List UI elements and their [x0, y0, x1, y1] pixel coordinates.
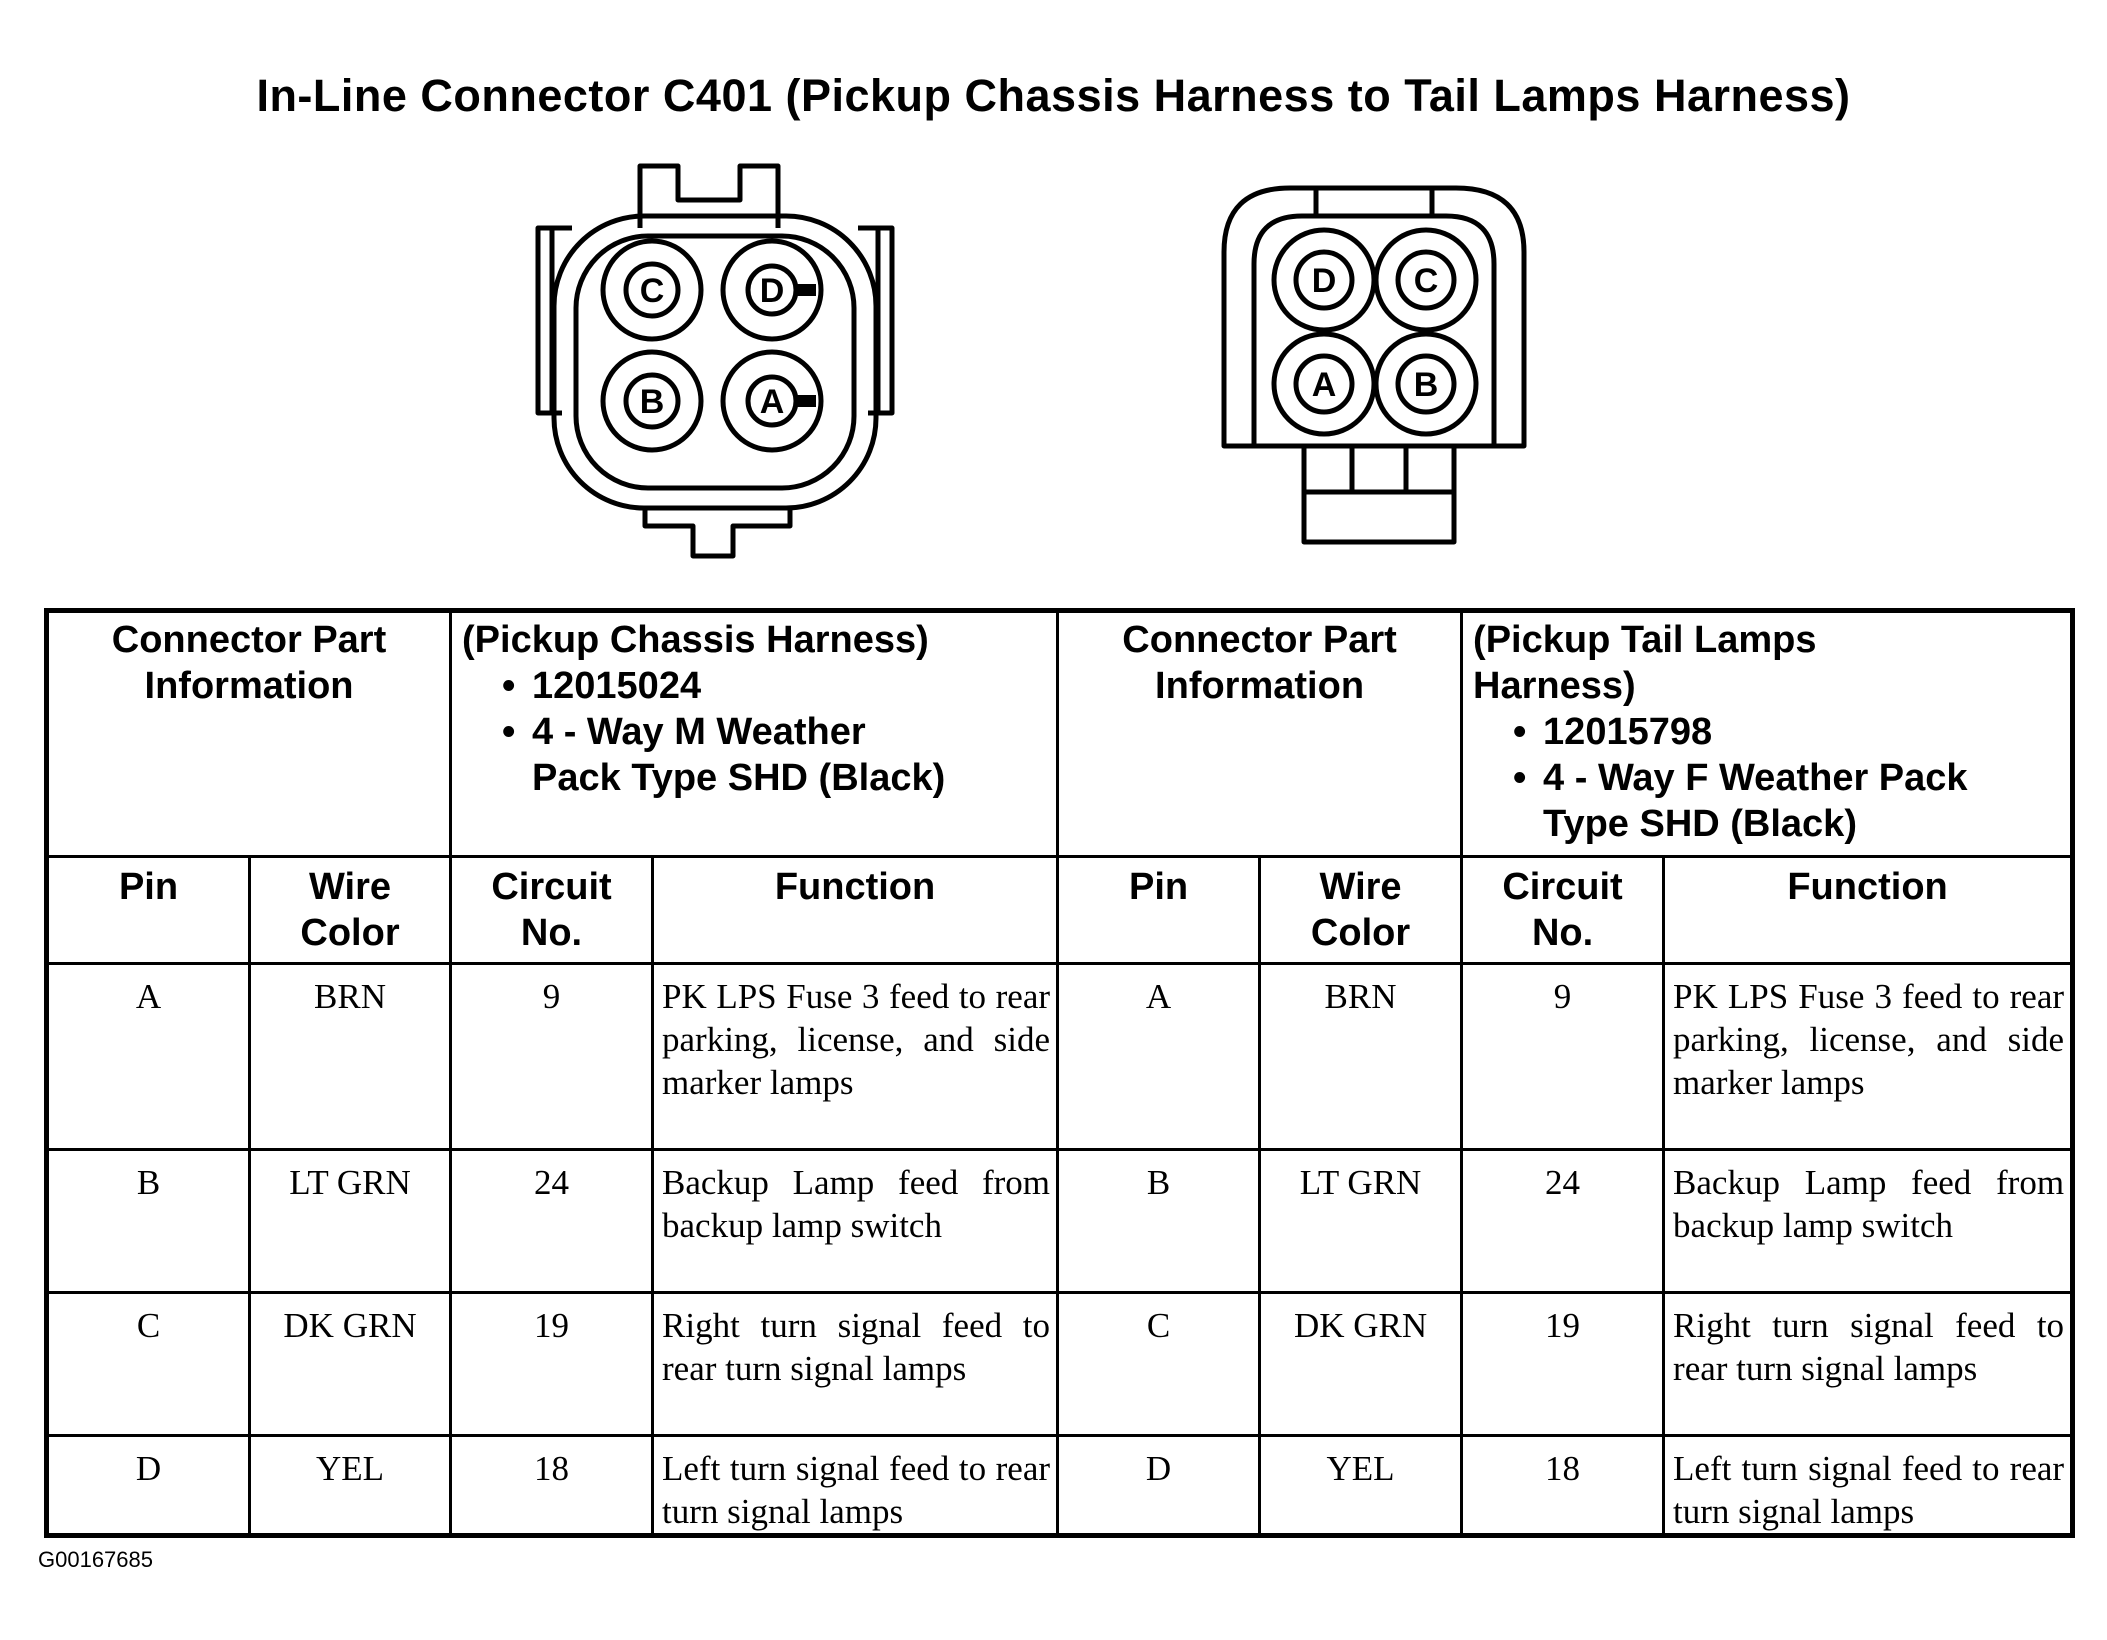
col-header-circuit-line1: Circuit — [1502, 866, 1623, 908]
pin-cell: A — [47, 964, 250, 1150]
circuit-cell: 9 — [451, 964, 653, 1150]
wire-color-cell: YEL — [250, 1436, 451, 1536]
right-part-number: • 12015798 — [1513, 709, 2062, 755]
col-header-circuit-line2: No. — [520, 912, 583, 954]
column-header-row — [47, 857, 2073, 964]
pin-cell: B — [1058, 1150, 1260, 1293]
col-header-pin-left: Pin — [47, 857, 250, 964]
right-part-description-line2: Type SHD (Black) — [1543, 803, 1857, 845]
right-part-description-line1: 4 - Way F Weather Pack — [1543, 757, 1968, 799]
pin-cell: D — [47, 1436, 250, 1536]
wire-color-cell: DK GRN — [1260, 1293, 1462, 1436]
pin-cell: C — [47, 1293, 250, 1436]
col-header-circuit-line2: No. — [1531, 912, 1594, 954]
left-pin-label-b: B — [639, 383, 665, 421]
wire-color-cell: BRN — [1260, 964, 1462, 1150]
col-header-pin-right: Pin — [1058, 857, 1260, 964]
right-pin-label-b: B — [1413, 366, 1439, 404]
reference-code: G00167685 — [38, 1547, 153, 1572]
pin-cell: A — [1058, 964, 1260, 1150]
circuit-cell: 18 — [1462, 1436, 1664, 1536]
wire-color-cell: LT GRN — [250, 1150, 451, 1293]
wire-color-cell: BRN — [250, 964, 451, 1150]
col-header-function-right: Function — [1664, 857, 2073, 964]
part-info-row — [47, 611, 2073, 857]
right-part-info-label-line1: Connector Part — [1122, 619, 1397, 661]
function-cell: Backup Lamp feed from backup lamp switch — [653, 1150, 1058, 1293]
left-part-description-line1: 4 - Way M Weather — [532, 711, 866, 753]
wire-color-cell: YEL — [1260, 1436, 1462, 1536]
connector-chassis-harness-drawing — [530, 158, 900, 560]
circuit-cell: 19 — [451, 1293, 653, 1436]
col-header-wire-line1: Wire — [1319, 866, 1402, 908]
pin-cell: C — [1058, 1293, 1260, 1436]
right-part-description — [1513, 755, 2062, 847]
function-cell: PK LPS Fuse 3 feed to rear parking, license, and side marker lamps — [1664, 964, 2073, 1150]
function-cell: Left turn signal feed to rear turn signal lamps — [1664, 1436, 2073, 1536]
left-pin-label-d: D — [759, 272, 785, 310]
col-header-circuit-left — [451, 857, 653, 964]
left-part-number: • 12015024 — [502, 663, 1048, 709]
connector-info-table — [44, 608, 2075, 1538]
function-cell: Left turn signal feed to rear turn signal lamps — [653, 1436, 1058, 1536]
wire-color-cell: LT GRN — [1260, 1150, 1462, 1293]
left-part-details — [451, 611, 1058, 857]
table-row — [47, 964, 2073, 1150]
diagram-title: In-Line Connector C401 (Pickup Chassis Harness to Tail Lamps Harness) — [256, 70, 1851, 121]
col-header-function-left: Function — [653, 857, 1058, 964]
left-part-info-label — [47, 611, 451, 857]
pin-cell: D — [1058, 1436, 1260, 1536]
right-pin-label-d: D — [1311, 262, 1337, 300]
pin-cell: B — [47, 1150, 250, 1293]
table-row — [47, 1293, 2073, 1436]
connector-tail-lamps-harness-drawing — [1220, 182, 1532, 552]
right-harness-name-line2: Harness) — [1473, 665, 1636, 707]
col-header-wire-color-left — [250, 857, 451, 964]
right-pin-label-a: A — [1311, 366, 1337, 404]
circuit-cell: 9 — [1462, 964, 1664, 1150]
left-part-description-line2: Pack Type SHD (Black) — [532, 757, 946, 799]
left-part-info-label-line2: Information — [144, 665, 354, 707]
left-part-info-label-line1: Connector Part — [111, 619, 387, 661]
table-row — [47, 1150, 2073, 1293]
left-pin-label-c: C — [639, 272, 665, 310]
function-cell: Right turn signal feed to rear turn signal lamps — [653, 1293, 1058, 1436]
circuit-cell: 24 — [451, 1150, 653, 1293]
col-header-wire-line1: Wire — [309, 866, 392, 908]
function-cell: Right turn signal feed to rear turn signal lamps — [1664, 1293, 2073, 1436]
col-header-circuit-line1: Circuit — [491, 866, 612, 908]
left-harness-name: (Pickup Chassis Harness) — [462, 619, 929, 661]
circuit-cell: 24 — [1462, 1150, 1664, 1293]
col-header-wire-color-right — [1260, 857, 1462, 964]
right-part-info-label — [1058, 611, 1462, 857]
table-row — [47, 1436, 2073, 1536]
function-cell: PK LPS Fuse 3 feed to rear parking, license, and side marker lamps — [653, 964, 1058, 1150]
circuit-cell: 19 — [1462, 1293, 1664, 1436]
circuit-cell: 18 — [451, 1436, 653, 1536]
col-header-wire-line2: Color — [1310, 912, 1411, 954]
left-part-description — [502, 709, 1048, 801]
right-pin-label-c: C — [1413, 262, 1439, 300]
right-part-details — [1462, 611, 2073, 857]
col-header-circuit-right — [1462, 857, 1664, 964]
right-harness-name-line1: (Pickup Tail Lamps — [1473, 619, 1817, 661]
wire-color-cell: DK GRN — [250, 1293, 451, 1436]
function-cell: Backup Lamp feed from backup lamp switch — [1664, 1150, 2073, 1293]
right-part-info-label-line2: Information — [1155, 665, 1365, 707]
col-header-wire-line2: Color — [300, 912, 400, 954]
left-pin-label-a: A — [759, 383, 785, 421]
